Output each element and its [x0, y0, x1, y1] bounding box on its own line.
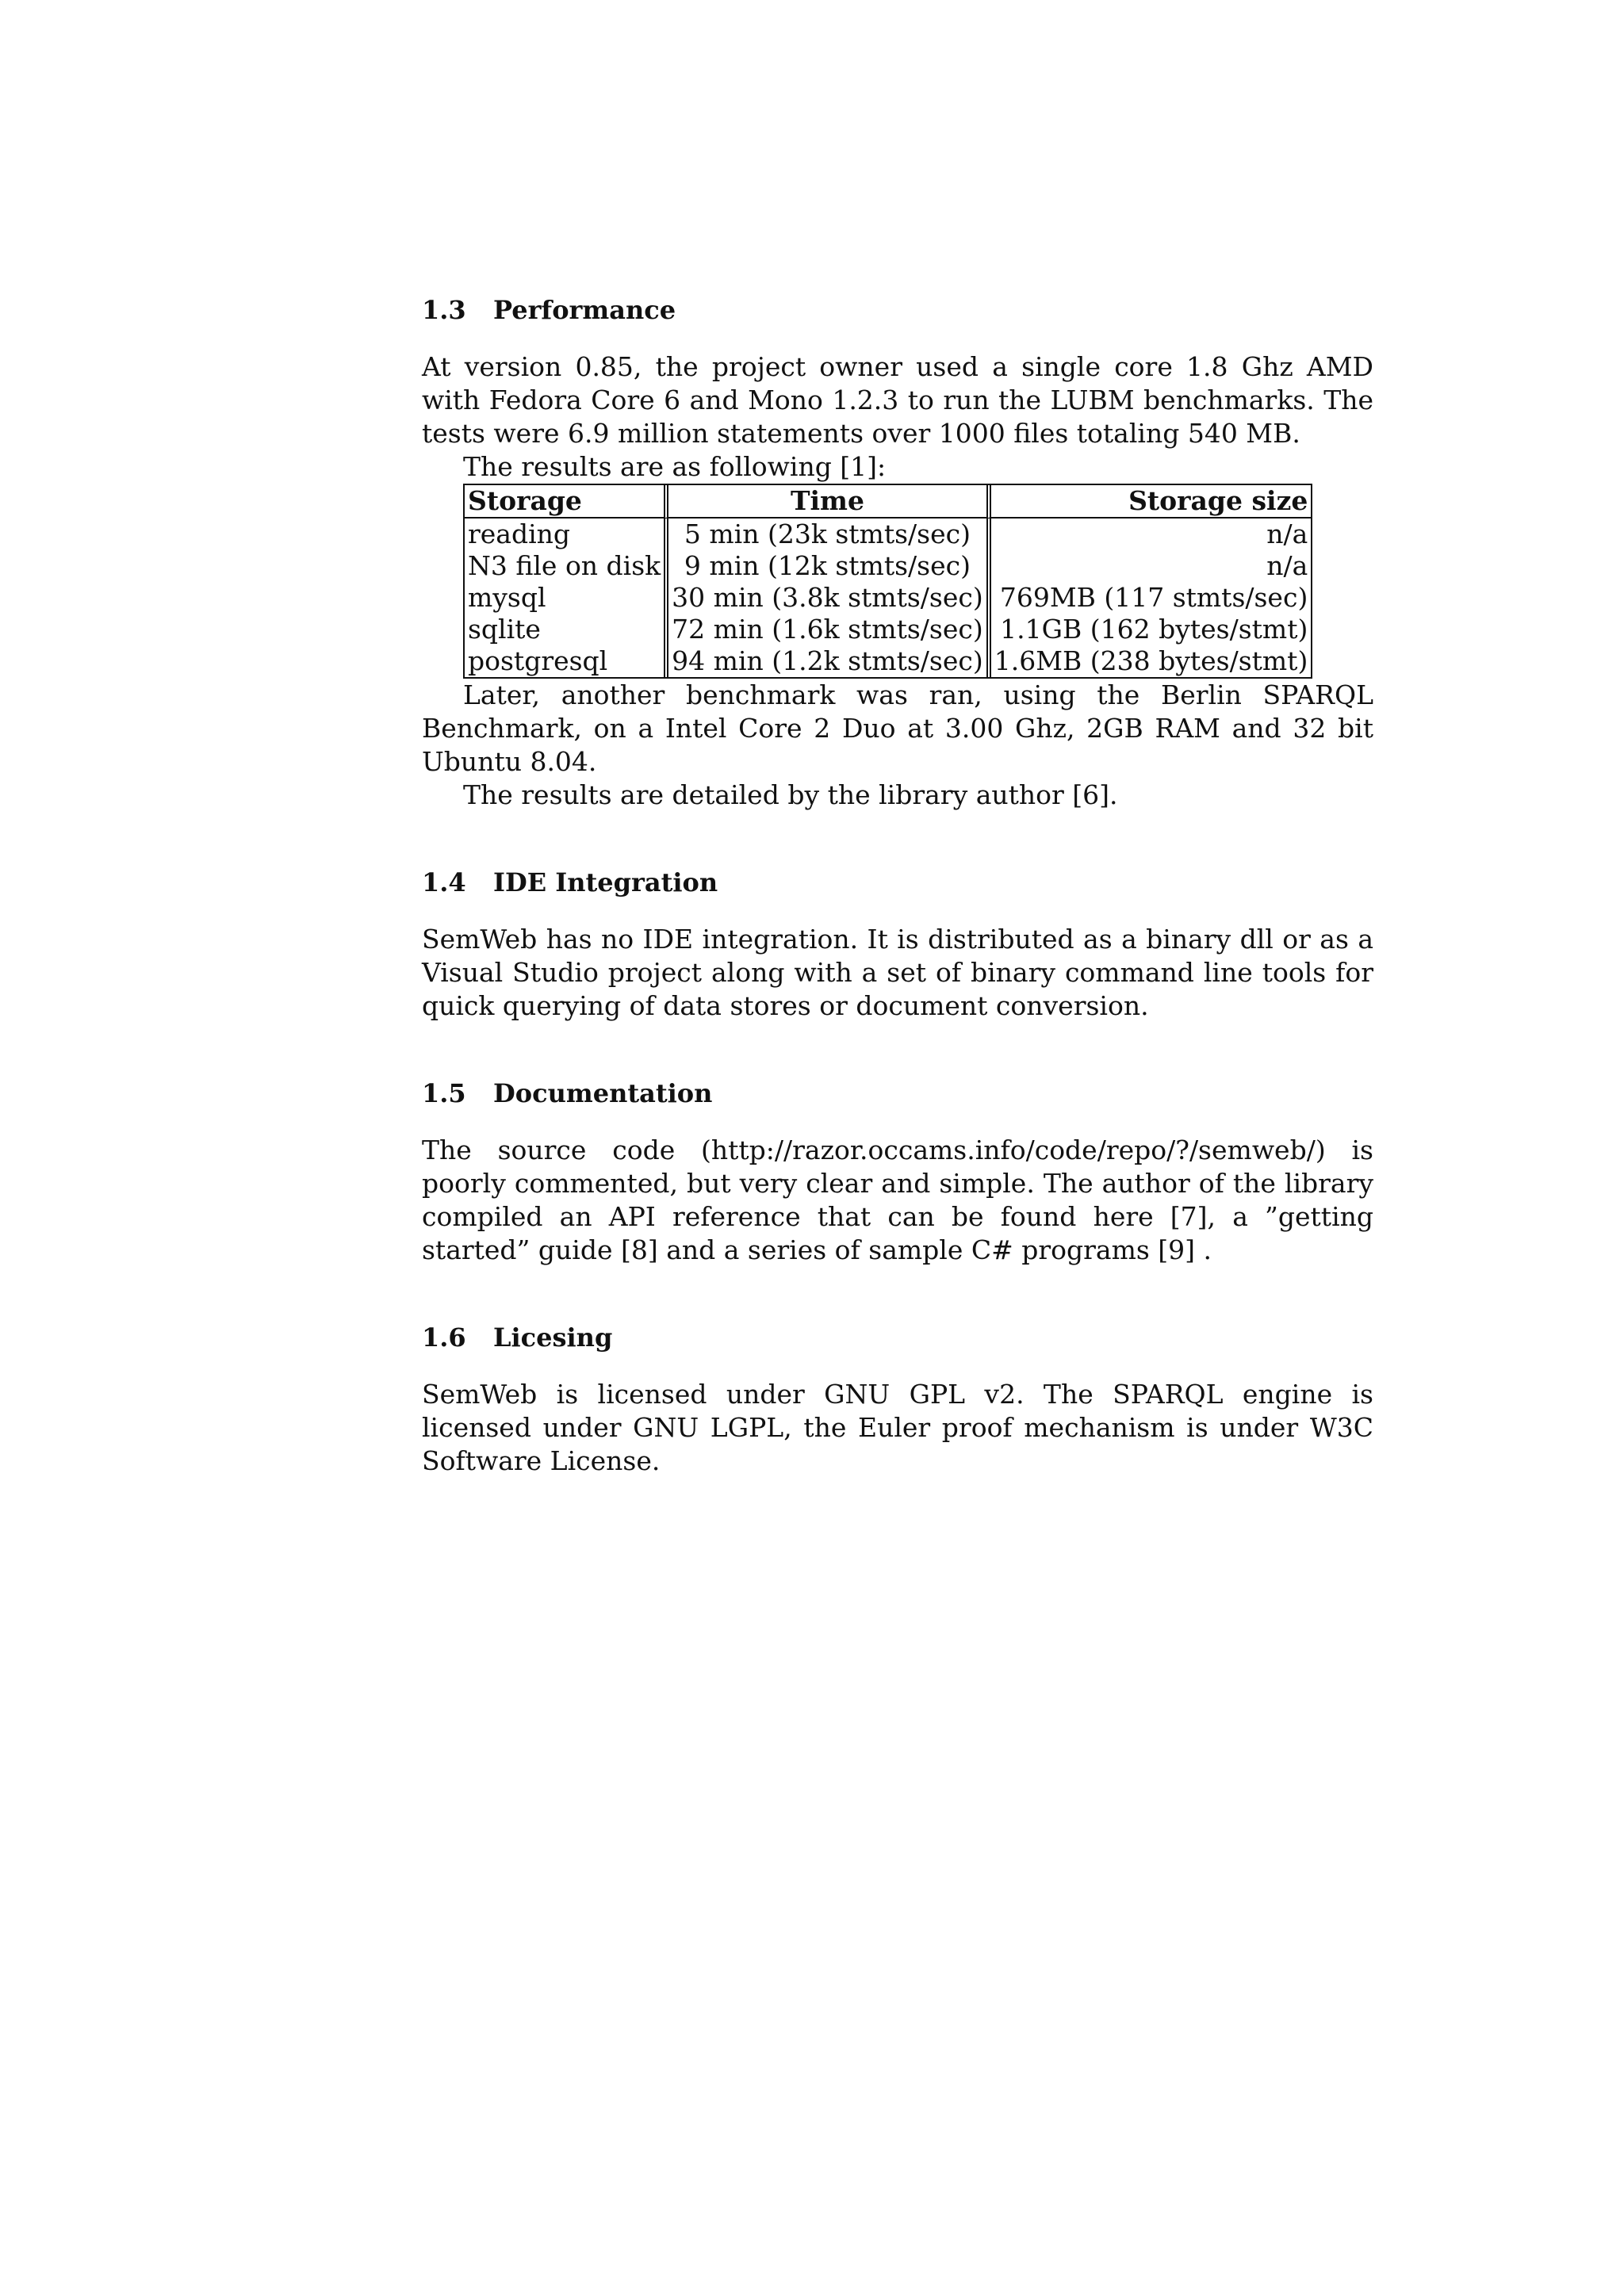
cell-time: 9 min (12k stmts/sec): [664, 550, 986, 582]
section-title: Documentation: [493, 1078, 713, 1108]
column-header-time: Time: [664, 485, 986, 519]
paragraph: SemWeb is licensed under GNU GPL v2. The SPARQL engine is licensed under GNU LGPL, the Euler proof mechanism is under W3C Software License.: [422, 1379, 1373, 1476]
cell-storage-size: 1.1GB (162 bytes/stmt): [986, 614, 1313, 645]
section-title: Performance: [493, 295, 676, 325]
section-title: IDE Integration: [493, 867, 718, 897]
section-documentation: [422, 1077, 1373, 1267]
cell-storage: reading: [463, 519, 664, 550]
column-header-storage: Storage: [463, 485, 664, 519]
paragraph: At version 0.85, the project owner used a single core 1.8 Ghz AMD with Fedora Core 6 and Mono 1.2.3 to run the LUBM benchmarks. The tests were 6.9 million statements over 1000 files totaling 540 MB.: [422, 351, 1373, 449]
results-table: [463, 484, 1312, 679]
cell-storage-size: n/a: [986, 519, 1313, 550]
section-number: 1.5: [422, 1078, 466, 1108]
section-number: 1.4: [422, 867, 466, 897]
table-row: [463, 582, 1312, 614]
paragraph: The results are detailed by the library author [6].: [463, 779, 1118, 810]
paper-page: [422, 293, 1373, 1532]
section-licensing: [422, 1321, 1373, 1478]
section-heading: [422, 293, 1373, 327]
cell-time: 5 min (23k stmts/sec): [664, 519, 986, 550]
paragraph: Later, another benchmark was ran, using the Berlin SPARQL Benchmark, on a Intel Core 2 Duo at 3.00 Ghz, 2GB RAM and 32 bit Ubuntu 8.04.: [422, 679, 1373, 777]
cell-storage: N3 file on disk: [463, 550, 664, 582]
cell-storage-size: 1.6MB (238 bytes/stmt): [986, 645, 1313, 677]
table-row: [463, 614, 1312, 645]
section-heading: [422, 1321, 1373, 1354]
section-performance: [422, 293, 1373, 812]
cell-storage: sqlite: [463, 614, 664, 645]
paragraph: The source code (http://razor.occams.info/code/repo/?/semweb/) is poorly commented, but very clear and simple. The author of the library compiled an API reference that can be found here [7], a ”getting started” guide [8] and a series of sample C# programs [9] .: [422, 1135, 1373, 1265]
cell-time: 30 min (3.8k stmts/sec): [664, 582, 986, 614]
paragraph: The results are as following [1]:: [463, 451, 887, 482]
cell-storage: postgresql: [463, 645, 664, 677]
paragraph: SemWeb has no IDE integration. It is distributed as a binary dll or as a Visual Studio project along with a set of binary command line tools for quick querying of data stores or document conversion.: [422, 924, 1373, 1021]
section-ide-integration: [422, 866, 1373, 1023]
cell-storage: mysql: [463, 582, 664, 614]
section-heading: [422, 866, 1373, 899]
section-title: Licesing: [493, 1322, 613, 1353]
table-row: [463, 519, 1312, 550]
column-header-storage-size: Storage size: [986, 485, 1313, 519]
cell-storage-size: 769MB (117 stmts/sec): [986, 582, 1313, 614]
section-heading: [422, 1077, 1373, 1110]
cell-storage-size: n/a: [986, 550, 1313, 582]
section-number: 1.6: [422, 1322, 466, 1353]
cell-time: 94 min (1.2k stmts/sec): [664, 645, 986, 677]
table-row: [463, 645, 1312, 677]
table-header-row: [463, 485, 1312, 519]
table-row: [463, 550, 1312, 582]
cell-time: 72 min (1.6k stmts/sec): [664, 614, 986, 645]
section-number: 1.3: [422, 295, 466, 325]
